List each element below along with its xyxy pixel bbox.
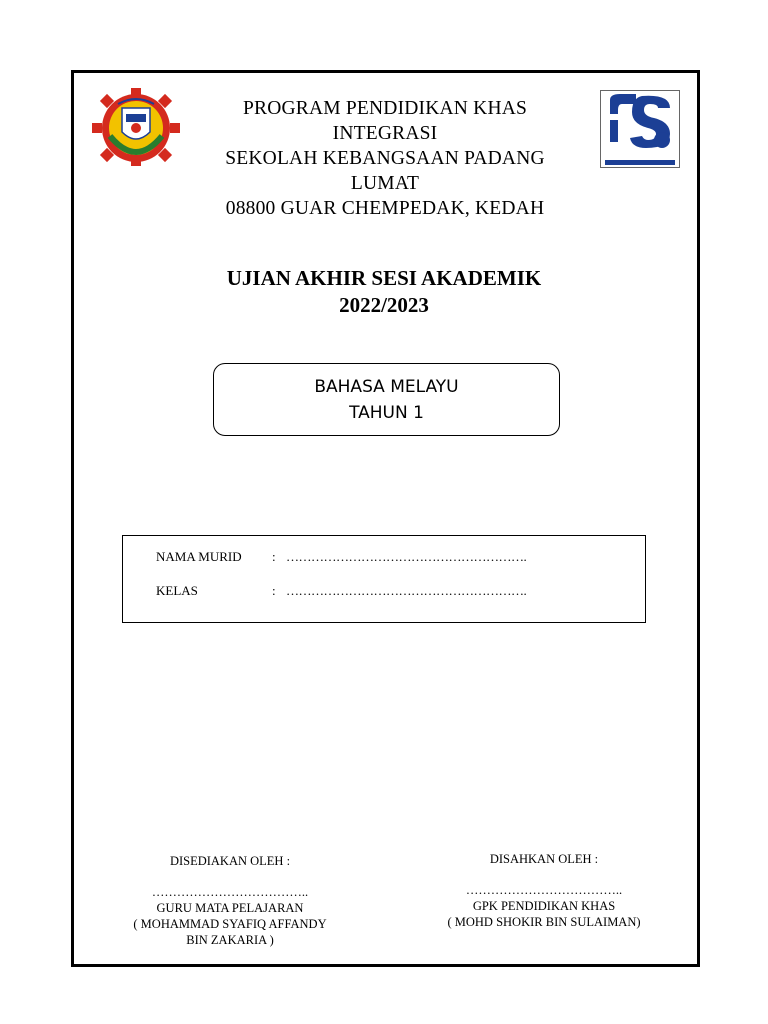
subject-year: TAHUN 1 [349,403,424,423]
subject-box [213,363,560,436]
exam-title [160,265,608,319]
school-address: 08800 GUAR CHEMPEDAK, KEDAH [225,198,545,219]
prepared-by-heading: DISEDIAKAN OLEH : [169,854,291,868]
prepared-by-name: ( MOHAMMAD SYAFIQ AFFANDY [133,917,327,931]
approved-by-heading: DISAHKAN OLEH : [489,852,599,866]
school-name: SEKOLAH KEBANGSAAN PADANG LUMAT [225,148,545,194]
school-crest-logo [88,86,184,166]
academic-year: 2022/2023 [339,293,429,317]
class-field[interactable]: …………………………………………………. [286,583,527,598]
class-label: KELAS [156,583,198,598]
student-info-box [122,535,646,623]
exam-name: UJIAN AKHIR SESI AKADEMIK [226,266,542,290]
subject-name: BAHASA MELAYU [314,377,459,397]
colon: : [272,583,276,598]
approved-by-signature-field[interactable] [424,882,664,930]
prepared-by-role: GURU MATA PELAJARAN [156,901,304,915]
school-header [190,96,580,221]
colon: : [272,549,276,564]
student-name-label: NAMA MURID [156,549,242,564]
signature-blank: ……………………………….. [151,885,309,899]
student-name-field[interactable]: …………………………………………………. [286,549,527,564]
approved-by-role: GPK PENDIDIKAN KHAS [472,899,616,913]
program-badge-logo [600,90,680,168]
approved-by-name: ( MOHD SHOKIR BIN SULAIMAN) [447,915,641,929]
signature-blank: ……………………………….. [465,883,623,897]
prepared-by-name-cont: BIN ZAKARIA ) [186,933,274,947]
program-name: PROGRAM PENDIDIKAN KHAS INTEGRASI [242,98,528,144]
prepared-by-signature-field[interactable] [110,884,350,948]
